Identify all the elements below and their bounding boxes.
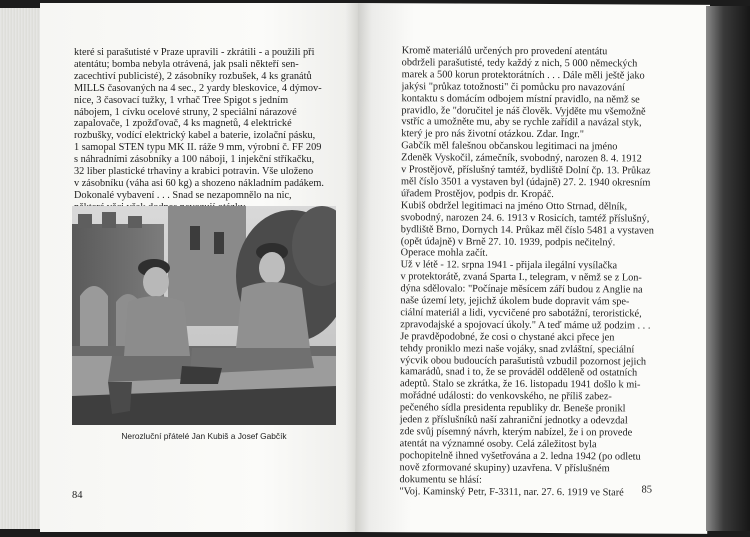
text-line: zacechtiví publicisté), 2 zásobníky rozbušek, 4 ks granátů xyxy=(74,70,312,82)
text-line: svobodný, narozen 24. 6. 1913 v Rosicích, tamtéž příslušný, xyxy=(400,211,650,225)
text-line: v Prostějově, příslušný tamtéž, bydliště Dolní čp. 13. Průkaz xyxy=(401,164,651,177)
photo-two-soldiers xyxy=(72,206,336,425)
text-line: marek a 500 korun protektorátních . . . Dále měli ještě jako xyxy=(401,69,645,82)
text-line: měl číslo 3501 a vystaven byl (údajně) 27. 2. 1940 okresním xyxy=(401,176,651,189)
page-number-right: 85 xyxy=(641,484,652,496)
text-line: tehdy proniklo mezi naše vojáky, snad zvláštní, speciální xyxy=(400,342,635,356)
text-line: MILLS časovaných na 4 sec., 2 yardy bleskovice, 4 dýmov- xyxy=(74,82,322,94)
text-line: v protektorátě, zvaná Sparta I., telegram, v němž se z Lon- xyxy=(400,271,642,284)
text-line: s náhradními zásobníky a 100 náboji, 1 injekční stříkačku, xyxy=(74,154,315,166)
page-edges-left xyxy=(0,8,44,529)
text-line: dokumentu se hlásí: xyxy=(399,473,482,486)
text-line: které si parašutisté v Praze upravili - zkrátili - a použili při xyxy=(74,47,315,58)
text-line: pochopitelně ihned vyšetřována a 2. ledna 1942 (po odletu xyxy=(399,450,641,463)
text-line: bydliště Brno, Dornych 14. Průkaz měl číslo 5481 a vystaven xyxy=(400,223,654,237)
text-line: jakýsi "průkaz totožnosti" či pomůcku pro navazování xyxy=(401,80,626,94)
text-line: který je pro nás životní otázkou. Zdar. Ingr." xyxy=(401,128,584,141)
text-line: Kromě materiálů určených pro provedení atentátu xyxy=(401,45,608,58)
text-line: Zdeněk Vyskočil, zámečník, svobodný, narozen 8. 4. 1912 xyxy=(401,152,642,165)
text-line: ciální materiál a lidi, vycvičené pro sabotážní, teroristické, xyxy=(400,307,642,320)
text-line: atentát na významné osoby. Celá záležitost byla xyxy=(399,438,597,451)
text-line: obdrželi parašutisté, tedy každý z nich, 5 000 německých xyxy=(401,57,638,70)
text-line: Gabčík měl falešnou občanskou legitimaci na jméno xyxy=(401,140,618,153)
page-edges-right xyxy=(706,6,750,531)
text-line: výcvik obou budoucích parašutistů vzbudil pozornost jejich xyxy=(400,354,647,368)
text-line: vstříc a umožněte mu, aby se rychle zařídil a navázal styk, xyxy=(401,116,642,129)
right-page xyxy=(355,3,710,534)
text-line: zde svůj písemný návrh, kterým nabízel, že i on provede xyxy=(399,426,633,439)
text-line: v zásobníku (váha asi 60 kg) a shozeno nákladním padákem. xyxy=(74,177,324,189)
text-line: Kubiš obdržel legitimaci na jméno Otto Strnad, dělník, xyxy=(400,200,628,213)
text-line: "Voj. Kaminský Petr, F-3311, nar. 27. 6. 1919 ve Staré xyxy=(399,485,624,498)
text-line: Dokonalé vybavení . . . Snad se nezapomnělo na nic, xyxy=(74,189,292,201)
right-page-text xyxy=(399,45,683,499)
text-line: kamarádů, snad i to, že se prováděl odděleně od ostatních xyxy=(400,366,638,379)
text-line: dýna sdělovalo: "Počínaje měsícem září budou z Anglie na xyxy=(400,283,643,296)
text-line: rozbušky, vodící elektrický kabel a baterie, izolační pásku, xyxy=(74,130,316,142)
text-line: kontaktu s domácím odbojem místní pravidlo, na němž se xyxy=(401,92,640,106)
text-line: Je pravděpodobné, že cosi o chystané akci přece jen xyxy=(400,330,615,344)
text-line: jeden z příslušníků naší zahraniční jednotky a odevzdal xyxy=(399,414,628,427)
page-number-left: 84 xyxy=(72,490,83,501)
text-line: nově zformované skupiny) uzavřena. V příslušném xyxy=(399,461,610,475)
text-line: 1 samopal STEN typu MK II. ráže 9 mm, výrobní č. FF 209 xyxy=(74,142,322,154)
text-line: adeptů. Stalo se zkrátka, že 16. listopadu 1941 došlo k mi- xyxy=(399,378,641,391)
photo-caption: Nerozluční přátelé Jan Kubiš a Josef Gabčík xyxy=(121,431,287,441)
text-line: atentátu; bomba nebyla otrávená, jak psali někteří sen- xyxy=(74,58,299,70)
text-line: 32 liber plastické trhaviny a krabici potravin. Vše uloženo xyxy=(74,166,314,178)
text-line: zapalovače, 1 zpožďovač, 4 ks magnetů, 4 elektrické xyxy=(74,118,292,130)
text-line: nice, 3 časovací tužky, 1 vrhač Tree Spigot s jedním xyxy=(74,94,289,106)
text-line: pravidlo, že "doručitel je náš člověk. Vyjděte mu všemožně xyxy=(401,104,646,118)
text-line: (opět údajně) v Brně 27. 10. 1939, podpis nečitelný. xyxy=(400,235,616,248)
text-line: mořádné události: do venkovského, ne příliš zabez- xyxy=(399,390,612,403)
text-line: pečeného sídla presidenta republiky dr. Beneše pronikl xyxy=(399,402,626,415)
text-line: nábojem, 1 cívku ocelové struny, 2 speciální nárazové xyxy=(74,106,297,118)
text-line: zpravodajské a spojovací úkoly." A teď máme už podzim . . . xyxy=(400,319,651,332)
left-page-text xyxy=(74,47,336,214)
text-line: úřadem Prostějov, podpis dr. Kropáč. xyxy=(400,188,554,200)
text-line: Už v létě - 12. srpna 1941 - přijala ilegální vysílačka xyxy=(400,259,618,272)
text-line: Operace mohla začít. xyxy=(400,247,488,260)
left-page xyxy=(40,3,358,532)
photo-image xyxy=(72,206,336,425)
text-line: naše území lety, jejichž úkolem bude dopravit vám spe- xyxy=(400,295,630,308)
